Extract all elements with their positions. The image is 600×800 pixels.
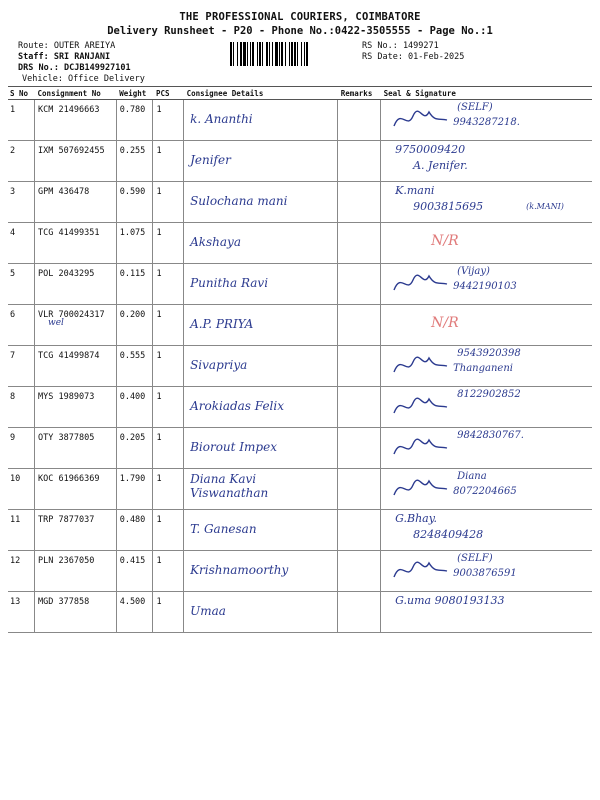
consignee-cell — [184, 100, 338, 141]
signature-line-2: 9003815695 — [413, 200, 484, 213]
handwritten-signature-icon — [391, 104, 451, 134]
rs-no-field: RS No.: 1499271 — [362, 41, 439, 51]
col-pcs: PCS — [153, 87, 184, 100]
consignee-name: Krishnamoorthy — [190, 563, 289, 577]
remarks-cell — [338, 305, 381, 346]
remarks-cell — [338, 428, 381, 469]
weight-cell: 0.780 — [116, 100, 153, 141]
col-consignee: Consignee Details — [184, 87, 338, 100]
signature-area — [391, 307, 576, 339]
signature-line-2: 8072204665 — [453, 486, 517, 497]
consignee-name: Arokiadas Felix — [190, 399, 284, 413]
consignee-cell — [184, 141, 338, 182]
sno-cell: 6 — [8, 305, 35, 346]
consignee-name: Diana Kavi Viswanathan — [190, 472, 269, 500]
seal-signature-cell — [381, 182, 592, 223]
remarks-cell — [338, 100, 381, 141]
consignee-cell — [184, 428, 338, 469]
runsheet-table — [8, 86, 592, 633]
consignment-cell: KOC 61966369 — [35, 469, 117, 510]
rs-date-field: RS Date: 01-Feb-2025 — [362, 52, 465, 62]
table-row — [8, 264, 592, 305]
seal-signature-cell — [381, 223, 592, 264]
consignment-cell: MGD 377858 — [35, 592, 117, 633]
vehicle-field: Vehicle: Office Delivery — [22, 74, 145, 84]
consignee-cell — [184, 469, 338, 510]
sno-cell: 11 — [8, 510, 35, 551]
remarks-cell — [338, 592, 381, 633]
signature-area — [391, 143, 576, 175]
remarks-cell — [338, 223, 381, 264]
table-row — [8, 510, 592, 551]
handwritten-signature-icon — [391, 555, 451, 585]
table-header-row — [8, 87, 592, 100]
seal-signature-cell — [381, 387, 592, 428]
sno-cell: 13 — [8, 592, 35, 633]
handwritten-signature-icon — [391, 432, 451, 462]
consignee-cell — [184, 182, 338, 223]
signature-area — [391, 389, 576, 421]
pcs-cell: 1 — [153, 182, 184, 223]
seal-signature-cell — [381, 551, 592, 592]
signature-area — [391, 553, 576, 585]
remarks-cell — [338, 182, 381, 223]
sno-cell: 9 — [8, 428, 35, 469]
table-row — [8, 305, 592, 346]
consignment-cell: PLN 2367050 — [35, 551, 117, 592]
signature-line-1: 9842830767. — [457, 430, 524, 441]
runsheet-subtitle: Delivery Runsheet - P20 - Phone No.:0422-3505555 - Page No.:1 — [107, 25, 493, 37]
col-seal-signature: Seal & Signature — [381, 87, 592, 100]
signature-area — [391, 512, 576, 544]
signature-area — [391, 471, 576, 503]
consignment-cell: TRP 7877037 — [35, 510, 117, 551]
signature-area — [391, 184, 576, 216]
nr-mark: N/R — [431, 315, 459, 331]
consignment-cell: POL 2043295 — [35, 264, 117, 305]
table-row — [8, 592, 592, 633]
signature-line-2: 8248409428 — [413, 528, 484, 541]
col-weight: Weight — [116, 87, 153, 100]
signature-area — [391, 266, 576, 298]
sno-cell: 10 — [8, 469, 35, 510]
consignee-name: Jenifer — [190, 153, 231, 167]
weight-cell: 0.555 — [116, 346, 153, 387]
seal-signature-cell — [381, 305, 592, 346]
margin-note: wel — [48, 318, 64, 328]
pcs-cell: 1 — [153, 510, 184, 551]
pcs-cell: 1 — [153, 592, 184, 633]
table-row — [8, 346, 592, 387]
consignment-cell: TCG 41499351 — [35, 223, 117, 264]
consignment-cell: TCG 41499874 — [35, 346, 117, 387]
pcs-cell: 1 — [153, 264, 184, 305]
consignee-name: Akshaya — [190, 235, 241, 249]
consignee-cell — [184, 346, 338, 387]
remarks-cell — [338, 551, 381, 592]
signature-area — [391, 430, 576, 462]
signature-area — [391, 102, 576, 134]
weight-cell: 0.415 — [116, 551, 153, 592]
signature-line-1: (SELF) — [457, 102, 493, 113]
sno-cell: 4 — [8, 223, 35, 264]
table-row — [8, 100, 592, 141]
consignee-name: Sulochana mani — [190, 194, 288, 208]
signature-line-1: 8122902852 — [457, 389, 521, 400]
handwritten-signature-icon — [391, 391, 451, 421]
consignee-cell — [184, 305, 338, 346]
signature-line-1: 9543920398 — [457, 348, 521, 359]
signature-line-2: 9003876591 — [453, 568, 517, 579]
table-row — [8, 428, 592, 469]
weight-cell: 0.590 — [116, 182, 153, 223]
table-row — [8, 223, 592, 264]
sno-cell: 5 — [8, 264, 35, 305]
handwritten-signature-icon — [391, 350, 451, 380]
weight-cell: 1.075 — [116, 223, 153, 264]
consignee-name: Biorout Impex — [190, 440, 277, 454]
pcs-cell: 1 — [153, 223, 184, 264]
weight-cell: 1.790 — [116, 469, 153, 510]
signature-area — [391, 225, 576, 257]
remarks-cell — [338, 387, 381, 428]
signature-line-3: (k.MANI) — [526, 202, 564, 211]
signature-line-2: A. Jenifer. — [413, 159, 468, 172]
consignee-name: T. Ganesan — [190, 522, 257, 536]
signature-line-1: G.uma 9080193133 — [395, 594, 505, 607]
company-title: THE PROFESSIONAL COURIERS, COIMBATORE — [179, 11, 421, 23]
pcs-cell: 1 — [153, 469, 184, 510]
col-consignment: Consignment No — [35, 87, 117, 100]
consignment-cell: KCM 21496663 — [35, 100, 117, 141]
pcs-cell: 1 — [153, 100, 184, 141]
weight-cell: 0.115 — [116, 264, 153, 305]
signature-line-1: G.Bhay. — [395, 512, 437, 525]
sno-cell: 1 — [8, 100, 35, 141]
consignment-cell: VLR 700024317 — [35, 305, 117, 346]
pcs-cell: 1 — [153, 551, 184, 592]
table-row — [8, 182, 592, 223]
pcs-cell: 1 — [153, 305, 184, 346]
drs-field: DRS No.: DCJB149927101 — [18, 63, 131, 73]
handwritten-signature-icon — [391, 268, 451, 298]
remarks-cell — [338, 469, 381, 510]
consignee-cell — [184, 387, 338, 428]
remarks-cell — [338, 510, 381, 551]
seal-signature-cell — [381, 510, 592, 551]
signature-line-2: 9442190103 — [453, 281, 517, 292]
consignee-name: k. Ananthi — [190, 112, 253, 126]
signature-area — [391, 594, 576, 626]
signature-line-1: Diana — [457, 471, 487, 482]
seal-signature-cell — [381, 469, 592, 510]
weight-cell: 0.200 — [116, 305, 153, 346]
weight-cell: 0.480 — [116, 510, 153, 551]
consignment-cell: OTY 3877805 — [35, 428, 117, 469]
weight-cell: 0.205 — [116, 428, 153, 469]
consignee-cell — [184, 223, 338, 264]
signature-line-2: 9943287218. — [453, 117, 520, 128]
seal-signature-cell — [381, 428, 592, 469]
sno-cell: 8 — [8, 387, 35, 428]
seal-signature-cell — [381, 592, 592, 633]
barcode — [230, 42, 356, 66]
signature-line-1: (SELF) — [457, 553, 493, 564]
remarks-cell — [338, 264, 381, 305]
remarks-cell — [338, 141, 381, 182]
sno-cell: 2 — [8, 141, 35, 182]
pcs-cell: 1 — [153, 387, 184, 428]
pcs-cell: 1 — [153, 141, 184, 182]
route-field: Route: OUTER AREIYA — [18, 41, 116, 51]
sno-cell: 12 — [8, 551, 35, 592]
sno-cell: 3 — [8, 182, 35, 223]
seal-signature-cell — [381, 264, 592, 305]
seal-signature-cell — [381, 346, 592, 387]
signature-line-2: Thanganeni — [453, 363, 513, 374]
weight-cell: 0.400 — [116, 387, 153, 428]
handwritten-signature-icon — [391, 473, 451, 503]
signature-line-1: (Vijay) — [457, 266, 490, 277]
pcs-cell: 1 — [153, 346, 184, 387]
consignment-cell: IXM 507692455 — [35, 141, 117, 182]
consignee-name: Sivapriya — [190, 358, 248, 372]
table-row — [8, 141, 592, 182]
consignee-cell — [184, 510, 338, 551]
col-sno: S No — [8, 87, 35, 100]
nr-mark: N/R — [431, 233, 459, 249]
seal-signature-cell — [381, 100, 592, 141]
pcs-cell: 1 — [153, 428, 184, 469]
staff-field: Staff: SRI RANJANI — [18, 52, 111, 62]
table-row — [8, 387, 592, 428]
consignee-cell — [184, 264, 338, 305]
consignment-cell: MYS 1989073 — [35, 387, 117, 428]
consignee-cell — [184, 551, 338, 592]
col-remarks: Remarks — [338, 87, 381, 100]
weight-cell: 0.255 — [116, 141, 153, 182]
signature-line-1: 9750009420 — [395, 143, 466, 156]
consignee-name: Umaa — [190, 604, 226, 618]
consignment-cell: GPM 436478 — [35, 182, 117, 223]
signature-line-1: K.mani — [395, 184, 435, 197]
consignee-name: A.P. PRIYA — [190, 317, 254, 331]
sno-cell: 7 — [8, 346, 35, 387]
weight-cell: 4.500 — [116, 592, 153, 633]
consignee-cell — [184, 592, 338, 633]
remarks-cell — [338, 346, 381, 387]
seal-signature-cell — [381, 141, 592, 182]
consignee-name: Punitha Ravi — [190, 276, 269, 290]
table-row — [8, 469, 592, 510]
signature-area — [391, 348, 576, 380]
table-row — [8, 551, 592, 592]
